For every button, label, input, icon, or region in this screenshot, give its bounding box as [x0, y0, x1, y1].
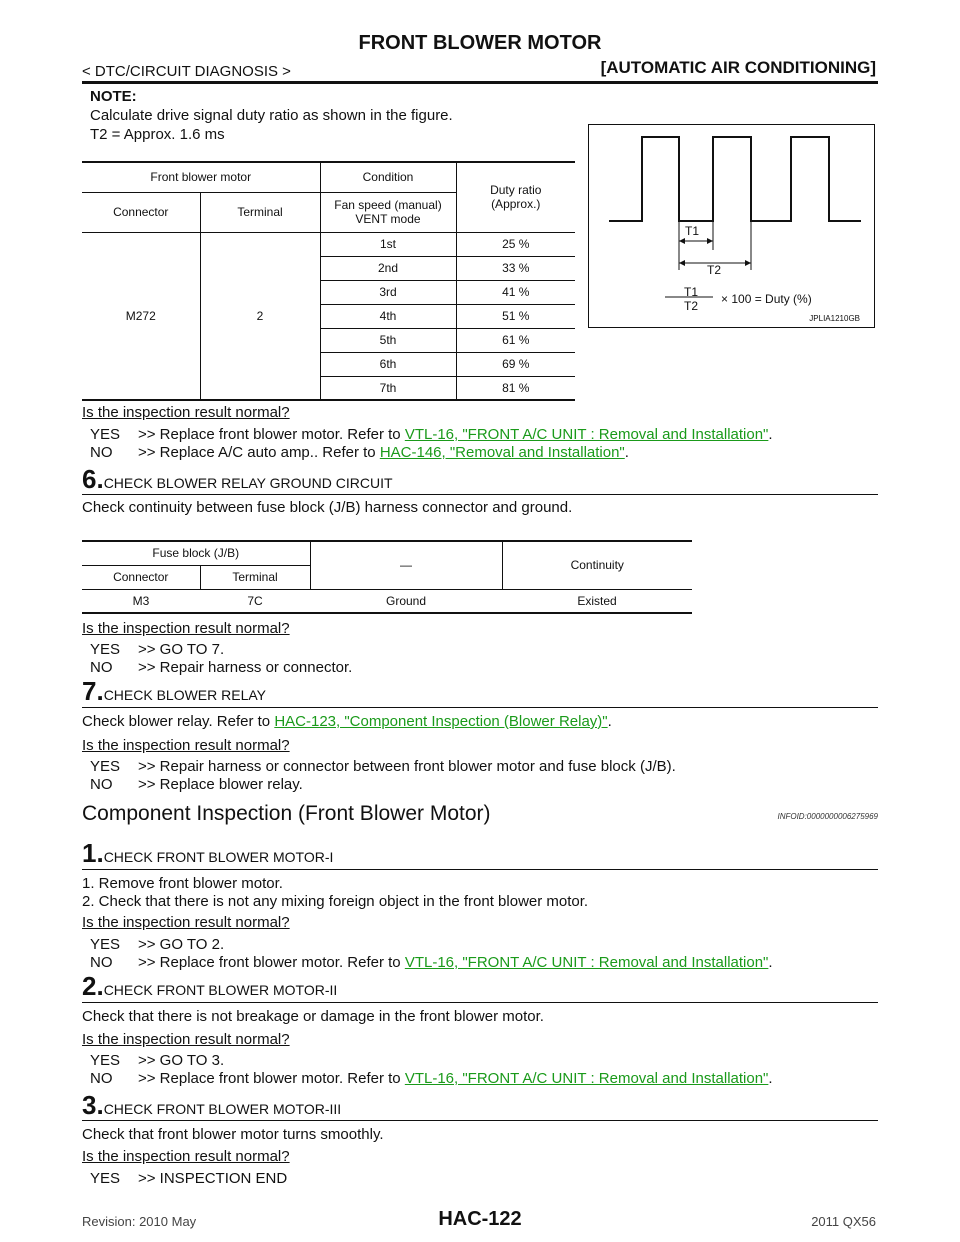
step-7-heading: 7.CHECK BLOWER RELAY: [82, 676, 267, 706]
th-fan-speed: Fan speed (manual) VENT mode: [320, 192, 456, 232]
th-connector: Connector: [82, 565, 200, 589]
formula-numerator: T1: [684, 285, 699, 299]
formula-text: × 100 = Duty (%): [721, 292, 812, 306]
cell-duty: 61 %: [456, 328, 575, 352]
cell-duty: 69 %: [456, 352, 575, 376]
info-id: INFOID:0000000006275969: [777, 812, 878, 821]
t2-label: T2: [707, 263, 722, 277]
cell-speed: 1st: [320, 232, 456, 256]
cell-terminal: 2: [200, 232, 320, 400]
cell-speed: 2nd: [320, 256, 456, 280]
answer-yes: YES >> INSPECTION END: [90, 1170, 288, 1187]
th-fuse-block: Fuse block (J/B): [82, 541, 310, 565]
duty-ratio-table: [82, 161, 575, 401]
cell-duty: 33 %: [456, 256, 575, 280]
footer-revision: Revision: 2010 May: [82, 1214, 197, 1229]
cell-speed: 3rd: [320, 280, 456, 304]
link-hac146[interactable]: HAC-146, "Removal and Installation": [379, 444, 625, 461]
question: Is the inspection result normal?: [82, 620, 290, 637]
section-heading: Component Inspection (Front Blower Motor): [82, 802, 491, 825]
cell-connector: M3: [82, 589, 200, 613]
cell-existed: Existed: [502, 589, 692, 613]
check-1-heading: 1.CHECK FRONT BLOWER MOTOR-I: [82, 838, 334, 868]
answer-yes: YES >> GO TO 2.: [90, 936, 225, 953]
cell-duty: 81 %: [456, 376, 575, 400]
check-2-body: Check that there is not breakage or damage in the front blower motor.: [82, 1008, 544, 1025]
question: Is the inspection result normal?: [82, 737, 290, 754]
answer-yes: YES >> Repair harness or connector between front blower motor and fuse block (J/B).: [90, 758, 676, 775]
check-1-item-1: 1. Remove front blower motor.: [82, 875, 283, 892]
step-7-body: Check blower relay. Refer to HAC-123, "Component Inspection (Blower Relay)".: [82, 713, 612, 730]
check-2-heading: 2.CHECK FRONT BLOWER MOTOR-II: [82, 971, 338, 1001]
answer-no: NO >> Replace front blower motor. Refer to VTL-16, "FRONT A/C UNIT : Removal and Installation".: [90, 954, 773, 971]
th-condition: Condition: [320, 162, 456, 192]
cell-duty: 41 %: [456, 280, 575, 304]
step-rule: [82, 1002, 878, 1003]
check-3-body: Check that front blower motor turns smoothly.: [82, 1126, 384, 1143]
step-rule: [82, 869, 878, 870]
answer-no: NO >> Repair harness or connector.: [90, 659, 353, 676]
figure-code: JPLIA1210GB: [809, 314, 860, 323]
section-label: < DTC/CIRCUIT DIAGNOSIS >: [82, 63, 291, 80]
link-vtl16[interactable]: VTL-16, "FRONT A/C UNIT : Removal and Installation": [404, 1070, 769, 1087]
note-line-2: T2 = Approx. 1.6 ms: [90, 126, 225, 143]
th-terminal: Terminal: [200, 565, 310, 589]
cell-ground: Ground: [310, 589, 502, 613]
answer-no: NO >> Replace A/C auto amp.. Refer to HAC-146, "Removal and Installation".: [90, 444, 629, 461]
th-front-blower-motor: Front blower motor: [82, 162, 320, 192]
answer-no: NO >> Replace front blower motor. Refer to VTL-16, "FRONT A/C UNIT : Removal and Installation".: [90, 1070, 773, 1087]
answer-yes: YES >> GO TO 3.: [90, 1052, 225, 1069]
cell-speed: 6th: [320, 352, 456, 376]
check-3-heading: 3.CHECK FRONT BLOWER MOTOR-III: [82, 1090, 342, 1120]
question: Is the inspection result normal?: [82, 404, 290, 421]
cell-terminal: 7C: [200, 589, 310, 613]
header-rule: [82, 81, 878, 84]
t1-label: T1: [685, 224, 700, 238]
cell-duty: 25 %: [456, 232, 575, 256]
link-vtl16[interactable]: VTL-16, "FRONT A/C UNIT : Removal and Installation": [404, 426, 769, 443]
step-rule: [82, 494, 878, 495]
step-6-heading: 6.CHECK BLOWER RELAY GROUND CIRCUIT: [82, 464, 393, 494]
question: Is the inspection result normal?: [82, 914, 290, 931]
step-rule: [82, 1120, 878, 1121]
cell-speed: 5th: [320, 328, 456, 352]
note-heading: NOTE:: [90, 88, 137, 105]
th-connector: Connector: [82, 192, 200, 232]
formula-denominator: T2: [684, 299, 699, 313]
question: Is the inspection result normal?: [82, 1031, 290, 1048]
footer-model: 2011 QX56: [811, 1214, 876, 1229]
answer-no: NO >> Replace blower relay.: [90, 776, 303, 793]
cell-speed: 7th: [320, 376, 456, 400]
duty-ratio-figure: [588, 124, 875, 328]
note-block: [90, 87, 453, 144]
th-dash: —: [310, 541, 502, 589]
category-label: [AUTOMATIC AIR CONDITIONING]: [600, 58, 876, 77]
th-duty-ratio: Duty ratio (Approx.): [456, 162, 575, 232]
question: Is the inspection result normal?: [82, 1148, 290, 1165]
cell-duty: 51 %: [456, 304, 575, 328]
th-continuity: Continuity: [502, 541, 692, 589]
link-hac123[interactable]: HAC-123, "Component Inspection (Blower Relay)": [274, 713, 608, 730]
step-6-body: Check continuity between fuse block (J/B) harness connector and ground.: [82, 499, 573, 516]
cell-speed: 4th: [320, 304, 456, 328]
cell-connector: M272: [82, 232, 200, 400]
continuity-table: [82, 540, 692, 614]
note-line-1: Calculate drive signal duty ratio as shown in the figure.: [90, 107, 453, 124]
check-1-item-2: 2. Check that there is not any mixing foreign object in the front blower motor.: [82, 893, 589, 910]
answer-yes: YES >> GO TO 7.: [90, 641, 225, 658]
link-vtl16[interactable]: VTL-16, "FRONT A/C UNIT : Removal and Installation": [404, 954, 769, 971]
answer-yes: YES >> Replace front blower motor. Refer to VTL-16, "FRONT A/C UNIT : Removal and Installation".: [90, 426, 773, 443]
page-title: FRONT BLOWER MOTOR: [358, 32, 602, 54]
th-terminal: Terminal: [200, 192, 320, 232]
step-rule: [82, 707, 878, 708]
page-number: HAC-122: [438, 1208, 522, 1230]
